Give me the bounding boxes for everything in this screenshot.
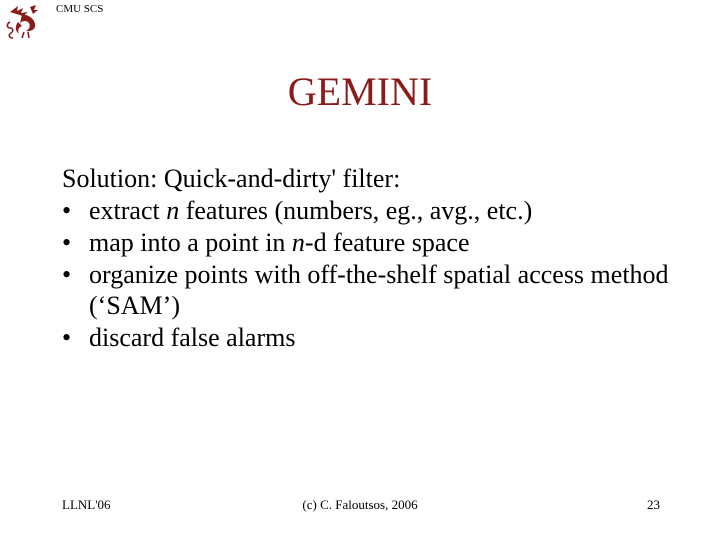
bullet-text — [89, 260, 669, 320]
bullet-marker: • — [62, 196, 72, 225]
footer-center: (c) C. Faloutsos, 2006 — [302, 497, 418, 512]
bullet-marker: • — [62, 260, 72, 289]
org-label: CMU SCS — [56, 3, 104, 15]
bullet-marker: • — [62, 228, 72, 257]
bullet-item — [62, 259, 702, 321]
italic-variable: n — [291, 228, 305, 257]
bullet-text — [89, 323, 295, 352]
bullet-marker: • — [62, 323, 72, 352]
text-run: map into a point in — [89, 228, 292, 257]
slide-body — [62, 163, 702, 354]
text-run: organize points with off-the-shelf spatial access method (‘SAM’) — [89, 260, 669, 320]
page-number: 23 — [647, 497, 660, 512]
footer-left: LLNL'06 — [62, 497, 111, 512]
text-run: -d feature space — [304, 228, 470, 257]
bullet-item — [62, 227, 702, 258]
bullet-text — [89, 228, 469, 257]
bullet-item — [62, 195, 702, 226]
slide-title: GEMINI — [287, 69, 433, 114]
text-run: extract — [89, 196, 167, 225]
bullet-list — [62, 195, 702, 353]
dragon-logo-icon — [4, 2, 40, 40]
text-run: discard false alarms — [89, 323, 296, 352]
bullet-text — [89, 196, 532, 225]
intro-text: Solution: Quick-and-dirty' filter: — [62, 164, 401, 193]
italic-variable: n — [166, 196, 180, 225]
text-run: features (numbers, eg., avg., etc.) — [179, 196, 533, 225]
bullet-item — [62, 322, 702, 353]
